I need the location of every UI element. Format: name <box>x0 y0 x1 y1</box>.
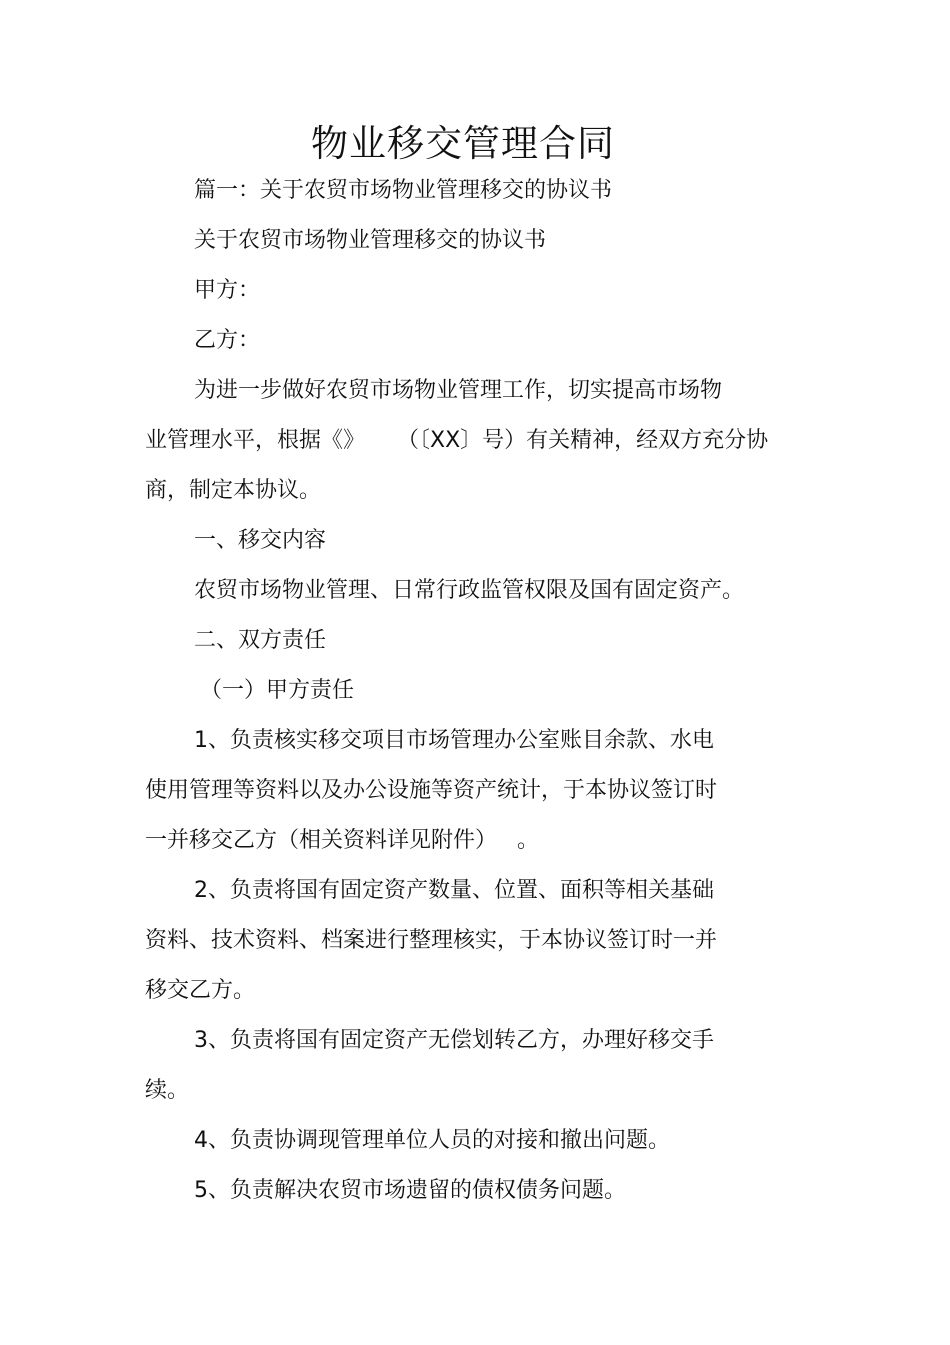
item-2-line-3: 移交乙方。 <box>145 978 256 1003</box>
item-2-line-2: 资料、技术资料、档案进行整理核实，于本协议签订时一并 <box>145 928 718 953</box>
intro-line-2-part-2: （〔XX〕号）有关精神，经双方充分协 <box>397 428 769 453</box>
item-3-line-1: 3、负责将国有固定资产无偿划转乙方，办理好移交手 <box>194 1028 714 1053</box>
item-1-line-3 <box>145 826 539 856</box>
intro-line-2 <box>145 426 768 456</box>
item-1-line-3-part-1: 一并移交乙方（相关资料详见附件） <box>145 828 498 853</box>
intro-line-1: 为进一步做好农贸市场物业管理工作，切实提高市场物 <box>194 378 723 403</box>
item-2-line-1: 2、负责将国有固定资产数量、位置、面积等相关基础 <box>194 878 714 903</box>
section-1-heading: 一、移交内容 <box>194 528 327 553</box>
item-3-line-2: 续。 <box>145 1078 190 1103</box>
chapter-heading: 篇一：关于农贸市场物业管理移交的协议书 <box>194 178 613 203</box>
intro-line-3: 商，制定本协议。 <box>145 478 322 503</box>
party-a-duties-heading: （一）甲方责任 <box>200 678 355 703</box>
item-1-line-1: 1、负责核实移交项目市场管理办公室账目余款、水电 <box>194 728 714 753</box>
agreement-title: 关于农贸市场物业管理移交的协议书 <box>194 228 547 253</box>
item-5: 5、负责解决农贸市场遗留的债权债务问题。 <box>194 1178 626 1203</box>
section-1-body: 农贸市场物业管理、日常行政监管权限及国有固定资产。 <box>194 578 745 603</box>
item-1-line-3-part-2: 。 <box>517 828 540 853</box>
item-1-line-2: 使用管理等资料以及办公设施等资产统计，于本协议签订时 <box>145 778 718 803</box>
intro-line-2-part-1: 业管理水平，根据《》 <box>145 428 366 453</box>
section-2-heading: 二、双方责任 <box>194 628 327 653</box>
party-b-label: 乙方： <box>194 328 261 353</box>
document-title: 物业移交管理合同 <box>311 122 615 165</box>
item-4: 4、负责协调现管理单位人员的对接和撤出问题。 <box>194 1128 670 1153</box>
party-a-label: 甲方： <box>194 278 261 303</box>
